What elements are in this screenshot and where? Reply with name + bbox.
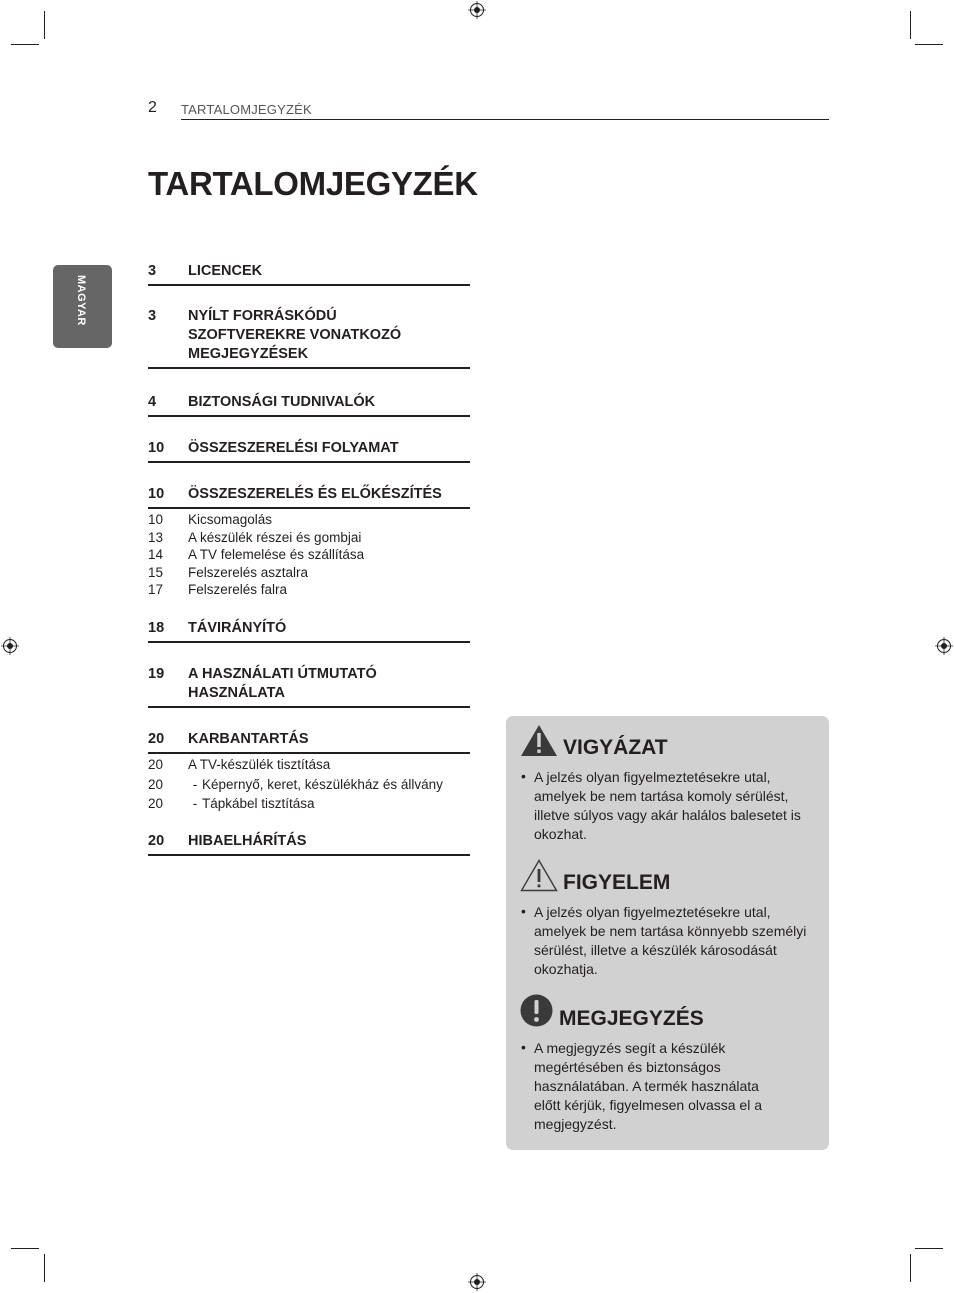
toc-heading: HIBAELHÁRÍTÁS [188,833,307,849]
warning-triangle-filled-icon [520,724,558,757]
toc-entry[interactable] [148,262,470,286]
bullet: • [521,768,526,784]
toc-page-number: 3 [148,308,157,324]
bullet: • [521,1039,526,1055]
toc-heading: NYÍLT FORRÁSKÓDÚ SZOFTVEREKRE VONATKOZÓ MEGJEGYZÉSEK [188,308,402,362]
exclamation-circle-icon [520,994,553,1027]
note-title: MEGJEGYZÉS [559,1007,704,1030]
registration-mark-icon [468,1273,486,1291]
toc-heading: KARBANTARTÁS [188,731,309,747]
crop-mark [11,1248,39,1249]
warning-triangle-outline-icon [520,859,558,892]
toc-page-number: 13 [148,529,164,545]
toc-entry[interactable] [148,619,470,643]
warning-text: A jelzés olyan figyelmeztetésekre utal, amelyek be nem tartása komoly sérülést, illetve súlyos vagy akár halálos balesetet is okozhat. [534,769,801,842]
toc-subentry-label: Tápkábel tisztítása [202,796,315,811]
toc-subentry[interactable] [148,756,470,774]
toc-page-number: 20 [148,776,164,792]
toc-subentry[interactable] [148,529,470,547]
toc-page-number: 4 [148,394,157,410]
toc-entry[interactable] [148,832,470,856]
crop-mark [915,1248,943,1249]
crop-mark [11,44,39,45]
toc-page-number: 10 [148,512,164,527]
crop-mark [44,11,45,39]
caution-title: FIGYELEM [563,871,671,894]
warning-title: VIGYÁZAT [563,736,668,759]
toc-page-number: 20 [148,757,164,772]
crop-mark [910,1254,911,1282]
bullet: • [521,903,526,919]
toc-heading: ÖSSZESZERELÉS ÉS ELŐKÉSZÍTÉS [188,486,442,502]
toc-subentry[interactable] [148,546,470,564]
page-number: 2 [148,99,157,116]
registration-mark-icon [935,637,953,655]
toc-heading: LICENCEK [188,263,263,279]
toc-page-number: 3 [148,263,157,279]
toc-heading: TÁVIRÁNYÍTÓ [188,620,287,636]
toc-page-number: 17 [148,582,164,597]
toc-subentry[interactable] [148,511,470,529]
toc-page-number: 18 [148,620,165,636]
language-tab-label: MAGYAR [75,275,87,326]
toc-entry[interactable] [148,730,470,754]
toc-page-number: 10 [148,486,165,502]
toc-dash: - [192,776,198,792]
toc-sublist [148,511,470,599]
header-rule [181,119,829,120]
running-header-title: TARTALOMJEGYZÉK [181,102,312,117]
toc-entry[interactable] [148,485,470,509]
toc-page-number: 14 [148,547,164,562]
toc-sublist [148,756,470,813]
toc-subentry-label: Kicsomagolás [188,512,273,527]
crop-mark [915,44,943,45]
crop-mark [910,11,911,39]
registration-mark-icon [468,1,486,19]
page-title: TARTALOMJEGYZÉK [148,165,478,202]
toc-subentry-label: A TV felemelése és szállítása [188,547,365,562]
toc-entry[interactable] [148,393,470,417]
crop-mark [44,1254,45,1282]
caution-text: A jelzés olyan figyelmeztetésekre utal, amelyek be nem tartása könnyebb személyi sérülést, illetve a készülék károsodását okozhatja. [534,904,807,977]
note-text: A megjegyzés segít a készülék megértésében és biztonságos használatában. A termék használata előtt kérjük, figyelmesen olvassa el a megjegyzést. [534,1040,762,1132]
toc-heading: ÖSSZESZERELÉSI FOLYAMAT [188,440,399,456]
toc-subentry[interactable] [148,776,470,794]
toc-subentry-label: Képernyő, keret, készülékház és állvány [202,776,443,792]
toc-page-number: 20 [148,833,165,849]
language-side-tab [53,265,112,348]
toc-page-number: 10 [148,440,165,456]
toc-page-number: 19 [148,666,165,682]
toc-subentry-label: A TV-készülék tisztítása [188,757,331,772]
toc-subentry[interactable] [148,564,470,582]
toc-subentry[interactable] [148,795,470,813]
toc-page-number: 20 [148,796,164,811]
toc-entry[interactable] [148,307,470,369]
toc-subentry[interactable] [148,581,470,599]
toc-subentry-label: Felszerelés asztalra [188,564,309,580]
toc-heading: A HASZNÁLATI ÚTMUTATÓ HASZNÁLATA [188,666,377,701]
toc-subentry-label: Felszerelés falra [188,582,288,597]
registration-mark-icon [1,637,19,655]
toc-page-number: 20 [148,731,165,747]
toc-entry[interactable] [148,665,470,708]
toc-dash: - [192,796,198,811]
toc-subentry-label: A készülék részei és gombjai [188,529,362,545]
toc-entry[interactable] [148,439,470,463]
toc-page-number: 15 [148,564,164,580]
toc-heading: BIZTONSÁGI TUDNIVALÓK [188,394,376,410]
